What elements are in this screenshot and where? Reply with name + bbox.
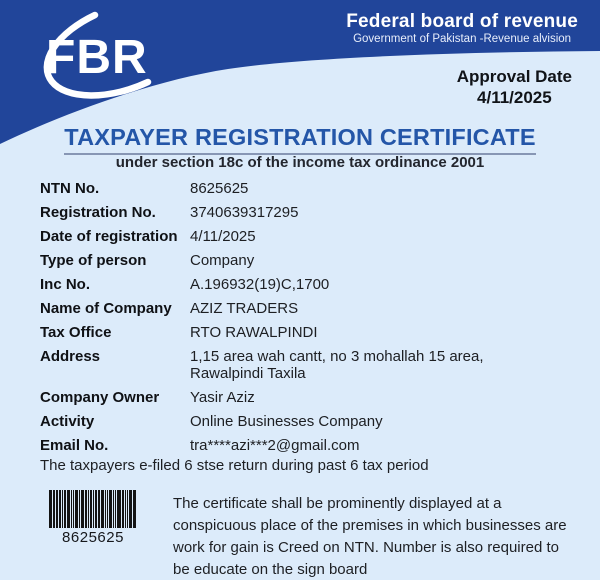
barcode-bar <box>125 490 126 528</box>
field-row <box>40 228 580 245</box>
footer-notice: The certificate shall be prominently displayed at a conspicuous place of the premises in which businesses are work for gain is Creed on NTN. Number is also required to be educate on the sign board <box>173 495 567 578</box>
barcode-bar <box>73 490 74 528</box>
field-value: 8625625 <box>190 180 249 197</box>
org-name: Federal board of revenue <box>346 11 578 32</box>
barcode-bar <box>117 490 120 528</box>
field-label: Type of person <box>40 252 147 269</box>
field-value: Yasir Aziz <box>190 389 255 406</box>
field-label: Date of registration <box>40 228 178 245</box>
fields-table <box>40 180 580 461</box>
field-row <box>40 276 580 293</box>
field-label: Activity <box>40 413 95 430</box>
barcode-bar <box>64 490 65 528</box>
barcode-bar <box>49 490 52 528</box>
field-label: Inc No. <box>40 276 91 293</box>
barcode-bar <box>79 490 80 528</box>
barcode-bar <box>101 490 104 528</box>
barcode-bar <box>98 490 99 528</box>
barcode-bar <box>109 490 111 528</box>
fbr-logo <box>10 5 190 115</box>
barcode-bar <box>122 490 124 528</box>
barcode-bar <box>107 490 108 528</box>
title-wrap <box>0 124 600 155</box>
field-value: tra****azi***2@gmail.com <box>190 437 360 454</box>
field-row <box>40 348 580 382</box>
barcode-bar <box>105 490 106 528</box>
barcode-bar <box>127 490 128 528</box>
barcode-bar <box>93 490 94 528</box>
barcode-bar <box>90 490 92 528</box>
field-value: 3740639317295 <box>190 204 299 221</box>
field-value: Online Businesses Company <box>190 413 383 430</box>
field-row <box>40 252 580 269</box>
field-label: NTN No. <box>40 180 100 197</box>
barcode-bar <box>88 490 89 528</box>
field-row <box>40 180 580 197</box>
field-value: AZIZ TRADERS <box>190 300 299 317</box>
barcode-icon <box>49 490 137 528</box>
barcode-bar <box>113 490 114 528</box>
field-label: Email No. <box>40 437 109 454</box>
approval-date-block <box>457 66 572 108</box>
barcode-bar <box>129 490 131 528</box>
field-label: Tax Office <box>40 324 112 341</box>
field-row <box>40 324 580 341</box>
barcode-bar <box>67 490 70 528</box>
barcode-bar <box>53 490 54 528</box>
barcode-bar <box>115 490 116 528</box>
barcode-bar <box>56 490 58 528</box>
approval-date-label: Approval Date <box>456 67 572 86</box>
barcode-bar <box>133 490 136 528</box>
page-title: TAXPAYER REGISTRATION CERTIFICATE <box>64 124 535 155</box>
field-row <box>40 204 580 221</box>
field-row <box>40 300 580 317</box>
barcode-bar <box>85 490 86 528</box>
filing-note: The taxpayers e-filed 6 stse return during past 6 tax period <box>40 457 429 474</box>
field-value: 4/11/2025 <box>190 228 256 245</box>
field-value: Company <box>190 252 255 269</box>
barcode-bar <box>75 490 77 528</box>
field-value: 1,15 area wah cantt, no 3 mohallah 15 area, Rawalpindi Taxila <box>190 348 484 382</box>
field-row <box>40 389 580 406</box>
field-row <box>40 413 580 430</box>
page-subtitle: under section 18c of the income tax ordinance 2001 <box>115 154 485 171</box>
logo-text: FBR <box>46 31 148 84</box>
barcode-bar <box>95 490 97 528</box>
approval-date-value: 4/11/2025 <box>477 88 552 107</box>
field-label: Address <box>40 348 101 365</box>
barcode-bar <box>81 490 84 528</box>
barcode-bar <box>71 490 72 528</box>
field-label: Registration No. <box>40 204 156 221</box>
barcode-bar <box>59 490 61 528</box>
field-value: A.196932(19)C,1700 <box>190 276 330 293</box>
field-label: Name of Company <box>40 300 172 317</box>
org-subtitle: Government of Pakistan -Revenue alvision <box>353 33 572 45</box>
barcode-bar <box>62 490 63 528</box>
header-org-block <box>346 11 578 46</box>
field-row <box>40 437 580 454</box>
barcode-block <box>49 490 137 546</box>
barcode-value: 8625625 <box>62 529 124 546</box>
field-label: Company Owner <box>40 389 160 406</box>
field-value: RTO RAWALPINDI <box>190 324 318 341</box>
